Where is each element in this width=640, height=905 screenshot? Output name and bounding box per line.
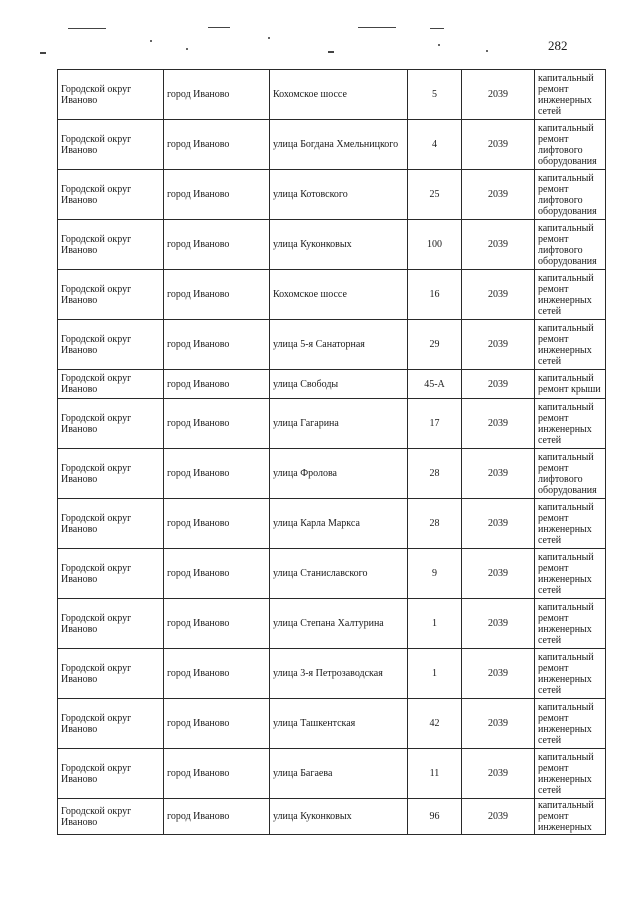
- cell-year: 2039: [462, 120, 535, 170]
- cell-year: 2039: [462, 749, 535, 799]
- cell-locality: город Иваново: [164, 799, 270, 835]
- page-number: 282: [548, 38, 568, 53]
- cell-work-type: капитальный ремонт инженерных: [535, 799, 606, 835]
- table-row: [58, 549, 606, 599]
- cell-street: улица 5-я Санаторная: [270, 320, 408, 370]
- cell-locality: город Иваново: [164, 649, 270, 699]
- cell-street: улица Богдана Хмельницкого: [270, 120, 408, 170]
- cell-work-type: капитальный ремонт инженерных сетей: [535, 749, 606, 799]
- table-body: [58, 70, 606, 835]
- cell-year: 2039: [462, 70, 535, 120]
- cell-year: 2039: [462, 549, 535, 599]
- table-row: [58, 370, 606, 399]
- scan-artifact-dot: [486, 50, 488, 52]
- cell-year: 2039: [462, 170, 535, 220]
- cell-street: улица Степана Халтурина: [270, 599, 408, 649]
- cell-street: улица Свободы: [270, 370, 408, 399]
- table-row: [58, 599, 606, 649]
- cell-house-number: 45-А: [408, 370, 462, 399]
- scan-artifact-line: [328, 51, 334, 53]
- cell-street: улица Гагарина: [270, 399, 408, 449]
- cell-house-number: 42: [408, 699, 462, 749]
- cell-house-number: 1: [408, 599, 462, 649]
- table-row: [58, 320, 606, 370]
- cell-district: Городской округ Иваново: [58, 599, 164, 649]
- cell-district: Городской округ Иваново: [58, 399, 164, 449]
- cell-locality: город Иваново: [164, 749, 270, 799]
- cell-year: 2039: [462, 220, 535, 270]
- cell-street: улица Куконковых: [270, 220, 408, 270]
- cell-work-type: капитальный ремонт инженерных сетей: [535, 549, 606, 599]
- scan-artifact-line: [430, 28, 444, 29]
- cell-street: улица Котовского: [270, 170, 408, 220]
- cell-street: улица Багаева: [270, 749, 408, 799]
- cell-locality: город Иваново: [164, 120, 270, 170]
- cell-year: 2039: [462, 270, 535, 320]
- table-row: [58, 749, 606, 799]
- cell-locality: город Иваново: [164, 699, 270, 749]
- cell-locality: город Иваново: [164, 399, 270, 449]
- cell-year: 2039: [462, 449, 535, 499]
- cell-year: 2039: [462, 320, 535, 370]
- cell-street: улица Станиславского: [270, 549, 408, 599]
- cell-house-number: 5: [408, 70, 462, 120]
- cell-locality: город Иваново: [164, 449, 270, 499]
- cell-work-type: капитальный ремонт лифтового оборудования: [535, 170, 606, 220]
- table-row: [58, 270, 606, 320]
- cell-house-number: 4: [408, 120, 462, 170]
- table-row: [58, 220, 606, 270]
- cell-year: 2039: [462, 799, 535, 835]
- cell-district: Городской округ Иваново: [58, 649, 164, 699]
- table-row: [58, 170, 606, 220]
- cell-house-number: 28: [408, 499, 462, 549]
- cell-district: Городской округ Иваново: [58, 120, 164, 170]
- table-row: [58, 70, 606, 120]
- cell-work-type: капитальный ремонт лифтового оборудования: [535, 120, 606, 170]
- repair-schedule-table: [57, 69, 606, 835]
- cell-house-number: 11: [408, 749, 462, 799]
- cell-district: Городской округ Иваново: [58, 499, 164, 549]
- cell-locality: город Иваново: [164, 220, 270, 270]
- cell-locality: город Иваново: [164, 499, 270, 549]
- cell-locality: город Иваново: [164, 170, 270, 220]
- cell-district: Городской округ Иваново: [58, 449, 164, 499]
- cell-work-type: капитальный ремонт инженерных сетей: [535, 699, 606, 749]
- cell-district: Городской округ Иваново: [58, 699, 164, 749]
- cell-locality: город Иваново: [164, 320, 270, 370]
- cell-work-type: капитальный ремонт лифтового оборудования: [535, 449, 606, 499]
- cell-locality: город Иваново: [164, 270, 270, 320]
- cell-work-type: капитальный ремонт инженерных сетей: [535, 320, 606, 370]
- scan-artifact-dot: [150, 40, 152, 42]
- cell-house-number: 29: [408, 320, 462, 370]
- cell-district: Городской округ Иваново: [58, 70, 164, 120]
- cell-house-number: 1: [408, 649, 462, 699]
- cell-district: Городской округ Иваново: [58, 370, 164, 399]
- cell-house-number: 9: [408, 549, 462, 599]
- table-row: [58, 649, 606, 699]
- cell-district: Городской округ Иваново: [58, 749, 164, 799]
- cell-year: 2039: [462, 499, 535, 549]
- cell-district: Городской округ Иваново: [58, 799, 164, 835]
- cell-district: Городской округ Иваново: [58, 270, 164, 320]
- table-row: [58, 699, 606, 749]
- cell-house-number: 100: [408, 220, 462, 270]
- cell-year: 2039: [462, 399, 535, 449]
- cell-district: Городской округ Иваново: [58, 320, 164, 370]
- cell-district: Городской округ Иваново: [58, 549, 164, 599]
- cell-street: Кохомское шоссе: [270, 270, 408, 320]
- table-row: [58, 799, 606, 835]
- cell-work-type: капитальный ремонт лифтового оборудования: [535, 220, 606, 270]
- cell-year: 2039: [462, 699, 535, 749]
- cell-year: 2039: [462, 649, 535, 699]
- scan-artifact-dot: [268, 37, 270, 39]
- cell-work-type: капитальный ремонт инженерных сетей: [535, 649, 606, 699]
- cell-street: улица 3-я Петрозаводская: [270, 649, 408, 699]
- cell-work-type: капитальный ремонт инженерных сетей: [535, 599, 606, 649]
- cell-year: 2039: [462, 370, 535, 399]
- scan-artifact-dot: [186, 48, 188, 50]
- cell-house-number: 17: [408, 399, 462, 449]
- cell-work-type: капитальный ремонт инженерных сетей: [535, 399, 606, 449]
- cell-house-number: 16: [408, 270, 462, 320]
- scan-artifact-line: [208, 27, 230, 28]
- table-row: [58, 120, 606, 170]
- cell-work-type: капитальный ремонт инженерных сетей: [535, 70, 606, 120]
- cell-locality: город Иваново: [164, 599, 270, 649]
- cell-locality: город Иваново: [164, 549, 270, 599]
- cell-district: Городской округ Иваново: [58, 170, 164, 220]
- table-row: [58, 449, 606, 499]
- scan-artifact-dot: [438, 44, 440, 46]
- cell-street: улица Куконковых: [270, 799, 408, 835]
- cell-district: Городской округ Иваново: [58, 220, 164, 270]
- table-row: [58, 399, 606, 449]
- cell-work-type: капитальный ремонт инженерных сетей: [535, 499, 606, 549]
- cell-year: 2039: [462, 599, 535, 649]
- cell-street: улица Ташкентская: [270, 699, 408, 749]
- cell-house-number: 28: [408, 449, 462, 499]
- cell-locality: город Иваново: [164, 370, 270, 399]
- cell-street: Кохомское шоссе: [270, 70, 408, 120]
- cell-work-type: капитальный ремонт инженерных сетей: [535, 270, 606, 320]
- scan-artifact-line: [40, 52, 46, 54]
- cell-house-number: 25: [408, 170, 462, 220]
- scan-artifact-line: [358, 27, 396, 28]
- cell-locality: город Иваново: [164, 70, 270, 120]
- scan-artifact-line: [68, 28, 106, 29]
- cell-street: улица Фролова: [270, 449, 408, 499]
- cell-house-number: 96: [408, 799, 462, 835]
- cell-street: улица Карла Маркса: [270, 499, 408, 549]
- cell-work-type: капитальный ремонт крыши: [535, 370, 606, 399]
- table-row: [58, 499, 606, 549]
